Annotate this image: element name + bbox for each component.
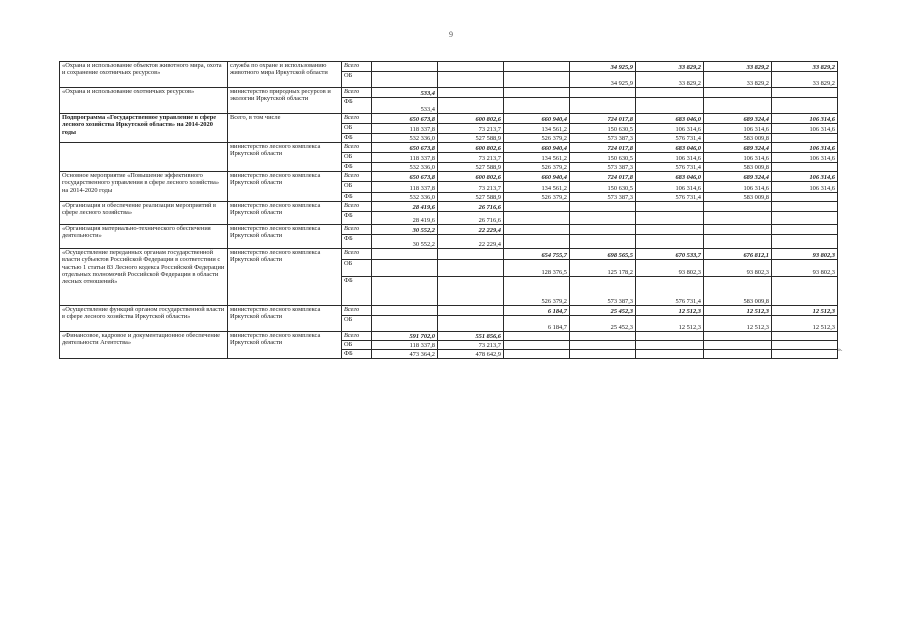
- amount-cell: 683 046,0: [636, 172, 704, 182]
- amount-cell: 73 213,7: [438, 341, 504, 350]
- executor-cell: служба по охране и использованию животного мира Иркутской области: [228, 62, 342, 88]
- amount-cell: 526 379,2: [504, 134, 570, 143]
- amount-cell: [772, 212, 838, 225]
- funding-source-cell: Всего: [342, 332, 372, 341]
- amount-cell: [438, 249, 504, 260]
- amount-cell: [772, 332, 838, 341]
- amount-cell: 660 940,4: [504, 114, 570, 124]
- amount-cell: 660 940,4: [504, 172, 570, 182]
- amount-cell: 600 802,6: [438, 114, 504, 124]
- funding-source-cell: Всего: [342, 143, 372, 153]
- budget-table-body: [60, 62, 838, 359]
- amount-cell: [704, 98, 772, 114]
- amount-cell: 106 314,6: [772, 114, 838, 124]
- amount-cell: [704, 225, 772, 235]
- amount-cell: 689 324,4: [704, 143, 772, 153]
- amount-cell: 28 419,6: [372, 212, 438, 225]
- amount-cell: 73 213,7: [438, 153, 504, 163]
- amount-cell: [372, 260, 438, 277]
- measure-name-cell: «Осуществление функций органом государственной власти в сфере лесного хозяйства Иркутской области»: [60, 306, 228, 332]
- funding-source-cell: Всего: [342, 172, 372, 182]
- executor-cell: Всего, в том числе: [228, 114, 342, 143]
- funding-source-cell: ОБ: [342, 341, 372, 350]
- amount-cell: 724 017,8: [570, 143, 636, 153]
- amount-cell: 93 802,3: [772, 249, 838, 260]
- amount-cell: 106 314,6: [636, 182, 704, 193]
- amount-cell: 573 387,3: [570, 163, 636, 172]
- amount-cell: 30 552,2: [372, 225, 438, 235]
- amount-cell: 33 829,2: [636, 72, 704, 88]
- amount-cell: 583 009,8: [704, 277, 772, 306]
- amount-cell: 12 512,3: [704, 306, 772, 316]
- amount-cell: 6 184,7: [504, 316, 570, 332]
- executor-cell: министерство лесного комплекса Иркутской области: [228, 225, 342, 249]
- amount-cell: 576 731,4: [636, 277, 704, 306]
- amount-cell: [570, 98, 636, 114]
- amount-cell: [438, 277, 504, 306]
- amount-cell: 12 512,3: [636, 306, 704, 316]
- amount-cell: 106 314,6: [772, 182, 838, 193]
- amount-cell: 12 512,3: [772, 306, 838, 316]
- amount-cell: [570, 235, 636, 249]
- amount-cell: [372, 316, 438, 332]
- amount-cell: 689 324,4: [704, 114, 772, 124]
- amount-cell: 134 561,2: [504, 182, 570, 193]
- amount-cell: [772, 134, 838, 143]
- amount-cell: [772, 341, 838, 350]
- amount-cell: 106 314,6: [772, 124, 838, 134]
- amount-cell: 12 512,3: [704, 316, 772, 332]
- amount-cell: [636, 332, 704, 341]
- amount-cell: [438, 98, 504, 114]
- amount-cell: [570, 212, 636, 225]
- amount-cell: 73 213,7: [438, 182, 504, 193]
- funding-source-cell: ФБ: [342, 98, 372, 114]
- table-row: [60, 249, 838, 260]
- funding-source-cell: ОБ: [342, 316, 372, 332]
- amount-cell: [570, 350, 636, 359]
- measure-name-cell: «Охрана и использование объектов животного мира, охота и сохранение охотничьих ресурсов»: [60, 62, 228, 88]
- table-row: [60, 225, 838, 235]
- amount-cell: 533,4: [372, 88, 438, 98]
- amount-cell: [704, 88, 772, 98]
- executor-cell: министерство лесного комплекса Иркутской области: [228, 202, 342, 225]
- amount-cell: 118 337,8: [372, 124, 438, 134]
- amount-cell: 478 642,9: [438, 350, 504, 359]
- amount-cell: 33 829,2: [704, 62, 772, 72]
- amount-cell: [504, 212, 570, 225]
- funding-source-cell: Всего: [342, 62, 372, 72]
- amount-cell: 28 419,6: [372, 202, 438, 212]
- amount-cell: [438, 72, 504, 88]
- amount-cell: [438, 316, 504, 332]
- amount-cell: 22 229,4: [438, 225, 504, 235]
- measure-name-cell: Подпрограмма «Государственное управление в сфере лесного хозяйства Иркутской области» на 2014-2020 годы: [60, 114, 228, 143]
- amount-cell: 33 829,2: [704, 72, 772, 88]
- amount-cell: 93 802,3: [772, 260, 838, 277]
- amount-cell: [772, 98, 838, 114]
- amount-cell: 26 716,6: [438, 212, 504, 225]
- funding-source-cell: Всего: [342, 225, 372, 235]
- amount-cell: [438, 62, 504, 72]
- amount-cell: [504, 350, 570, 359]
- amount-cell: 654 755,7: [504, 249, 570, 260]
- amount-cell: 118 337,8: [372, 182, 438, 193]
- amount-cell: 676 812,1: [704, 249, 772, 260]
- measure-name-cell: «Организация и обеспечение реализации мероприятий в сфере лесного хозяйства»: [60, 202, 228, 225]
- page-number: 9: [449, 30, 453, 39]
- amount-cell: [570, 225, 636, 235]
- funding-source-cell: ФБ: [342, 277, 372, 306]
- funding-source-cell: Всего: [342, 88, 372, 98]
- table-row: [60, 172, 838, 182]
- amount-cell: 134 561,2: [504, 124, 570, 134]
- amount-cell: 551 856,6: [438, 332, 504, 341]
- amount-cell: [372, 62, 438, 72]
- amount-cell: 106 314,6: [704, 182, 772, 193]
- amount-cell: 26 716,6: [438, 202, 504, 212]
- amount-cell: [704, 202, 772, 212]
- amount-cell: [772, 163, 838, 172]
- amount-cell: 106 314,6: [772, 153, 838, 163]
- funding-source-cell: ОБ: [342, 260, 372, 277]
- amount-cell: [372, 306, 438, 316]
- amount-cell: 33 829,2: [636, 62, 704, 72]
- amount-cell: [438, 306, 504, 316]
- amount-cell: 583 009,8: [704, 163, 772, 172]
- amount-cell: 128 376,5: [504, 260, 570, 277]
- amount-cell: [372, 249, 438, 260]
- amount-cell: 150 630,5: [570, 124, 636, 134]
- amount-cell: 33 829,2: [772, 72, 838, 88]
- amount-cell: [636, 88, 704, 98]
- amount-cell: [570, 202, 636, 212]
- funding-source-cell: ФБ: [342, 134, 372, 143]
- amount-cell: 532 336,0: [372, 193, 438, 202]
- amount-cell: [636, 98, 704, 114]
- amount-cell: 526 379,2: [504, 163, 570, 172]
- amount-cell: 73 213,7: [438, 124, 504, 134]
- measure-name-cell: «Охрана и использование охотничьих ресурсов»: [60, 88, 228, 114]
- amount-cell: 533,4: [372, 98, 438, 114]
- amount-cell: 526 379,2: [504, 277, 570, 306]
- table-row: [60, 202, 838, 212]
- amount-cell: 6 184,7: [504, 306, 570, 316]
- amount-cell: [372, 72, 438, 88]
- amount-cell: 473 364,2: [372, 350, 438, 359]
- budget-table: [59, 61, 838, 359]
- amount-cell: 576 731,4: [636, 134, 704, 143]
- amount-cell: 689 324,4: [704, 172, 772, 182]
- amount-cell: 25 452,3: [570, 316, 636, 332]
- executor-cell: министерство лесного комплекса Иркутской области: [228, 249, 342, 306]
- amount-cell: 12 512,3: [636, 316, 704, 332]
- amount-cell: 650 673,8: [372, 143, 438, 153]
- amount-cell: 650 673,8: [372, 114, 438, 124]
- amount-cell: 106 314,6: [704, 153, 772, 163]
- amount-cell: [704, 235, 772, 249]
- amount-cell: [772, 225, 838, 235]
- amount-cell: [504, 62, 570, 72]
- amount-cell: [772, 193, 838, 202]
- amount-cell: [570, 88, 636, 98]
- amount-cell: 25 452,3: [570, 306, 636, 316]
- table-row: [60, 88, 838, 98]
- executor-cell: министерство лесного комплекса Иркутской области: [228, 306, 342, 332]
- funding-source-cell: Всего: [342, 249, 372, 260]
- amount-cell: 527 588,9: [438, 134, 504, 143]
- amount-cell: 526 379,2: [504, 193, 570, 202]
- table-row: [60, 62, 838, 72]
- amount-cell: [504, 225, 570, 235]
- amount-cell: 106 314,6: [772, 172, 838, 182]
- amount-cell: 33 829,2: [772, 62, 838, 72]
- amount-cell: 724 017,8: [570, 114, 636, 124]
- amount-cell: [772, 350, 838, 359]
- funding-source-cell: ОБ: [342, 182, 372, 193]
- amount-cell: [704, 350, 772, 359]
- amount-cell: 600 802,6: [438, 143, 504, 153]
- executor-cell: министерство лесного комплекса Иркутской области: [228, 172, 342, 202]
- executor-cell: министерство природных ресурсов и экологии Иркутской области: [228, 88, 342, 114]
- amount-cell: 573 387,3: [570, 193, 636, 202]
- amount-cell: 683 046,0: [636, 114, 704, 124]
- amount-cell: [504, 88, 570, 98]
- amount-cell: [636, 225, 704, 235]
- amount-cell: 150 630,5: [570, 153, 636, 163]
- amount-cell: [438, 260, 504, 277]
- amount-cell: 583 009,8: [704, 193, 772, 202]
- funding-source-cell: ФБ: [342, 212, 372, 225]
- funding-source-cell: Всего: [342, 306, 372, 316]
- amount-cell: [570, 341, 636, 350]
- amount-cell: 150 630,5: [570, 182, 636, 193]
- amount-cell: 12 512,3: [772, 316, 838, 332]
- amount-cell: [636, 212, 704, 225]
- closing-quote-mark: ».: [838, 347, 843, 353]
- amount-cell: 573 387,3: [570, 134, 636, 143]
- amount-cell: 527 588,9: [438, 193, 504, 202]
- measure-name-cell: Основное мероприятие «Повышение эффективного государственного управления в сфере лесного хозяйства» на 2014-2020 годы: [60, 172, 228, 202]
- amount-cell: [772, 202, 838, 212]
- amount-cell: 670 533,7: [636, 249, 704, 260]
- amount-cell: 34 925,9: [570, 62, 636, 72]
- table-row: [60, 306, 838, 316]
- amount-cell: [704, 212, 772, 225]
- funding-source-cell: ОБ: [342, 72, 372, 88]
- amount-cell: [772, 235, 838, 249]
- table-row: [60, 332, 838, 341]
- amount-cell: 573 387,3: [570, 277, 636, 306]
- amount-cell: 106 314,6: [704, 124, 772, 134]
- amount-cell: [438, 88, 504, 98]
- funding-source-cell: ФБ: [342, 163, 372, 172]
- amount-cell: [704, 341, 772, 350]
- amount-cell: 118 337,8: [372, 341, 438, 350]
- amount-cell: [504, 98, 570, 114]
- table-row: [60, 114, 838, 124]
- amount-cell: [504, 235, 570, 249]
- amount-cell: [636, 341, 704, 350]
- amount-cell: 698 565,5: [570, 249, 636, 260]
- amount-cell: [570, 332, 636, 341]
- amount-cell: 34 925,9: [570, 72, 636, 88]
- table-row: [60, 143, 838, 153]
- funding-source-cell: ФБ: [342, 193, 372, 202]
- measure-name-cell: [60, 143, 228, 172]
- amount-cell: 118 337,8: [372, 153, 438, 163]
- amount-cell: [504, 202, 570, 212]
- amount-cell: [504, 72, 570, 88]
- amount-cell: 576 731,4: [636, 163, 704, 172]
- amount-cell: 683 046,0: [636, 143, 704, 153]
- amount-cell: 724 017,8: [570, 172, 636, 182]
- measure-name-cell: «Осуществление переданных органам государственной власти субъектов Российской Федерации в соответствии с частью 1 статьи 83 Лесного кодекса Российской Федерации отдельных полномочий Российской Федерации в области лесных отношений»: [60, 249, 228, 306]
- amount-cell: 93 802,3: [704, 260, 772, 277]
- funding-source-cell: ФБ: [342, 235, 372, 249]
- amount-cell: [772, 88, 838, 98]
- amount-cell: [372, 277, 438, 306]
- amount-cell: [504, 332, 570, 341]
- amount-cell: 125 178,2: [570, 260, 636, 277]
- amount-cell: 532 336,0: [372, 134, 438, 143]
- amount-cell: [636, 350, 704, 359]
- amount-cell: 600 802,6: [438, 172, 504, 182]
- measure-name-cell: «Финансовое, кадровое и документационное обеспечение деятельности Агентства»: [60, 332, 228, 359]
- funding-source-cell: ОБ: [342, 153, 372, 163]
- amount-cell: [704, 332, 772, 341]
- amount-cell: 583 009,8: [704, 134, 772, 143]
- amount-cell: 532 336,0: [372, 163, 438, 172]
- amount-cell: [636, 202, 704, 212]
- amount-cell: 660 940,4: [504, 143, 570, 153]
- amount-cell: [504, 341, 570, 350]
- amount-cell: 591 702,0: [372, 332, 438, 341]
- funding-source-cell: Всего: [342, 114, 372, 124]
- funding-source-cell: Всего: [342, 202, 372, 212]
- amount-cell: [772, 277, 838, 306]
- funding-source-cell: ОБ: [342, 124, 372, 134]
- amount-cell: 527 588,9: [438, 163, 504, 172]
- amount-cell: 93 802,3: [636, 260, 704, 277]
- funding-source-cell: ФБ: [342, 350, 372, 359]
- amount-cell: 106 314,6: [636, 124, 704, 134]
- amount-cell: 22 229,4: [438, 235, 504, 249]
- amount-cell: 576 731,4: [636, 193, 704, 202]
- amount-cell: 650 673,8: [372, 172, 438, 182]
- measure-name-cell: «Организация материально-технического обеспечения деятельности»: [60, 225, 228, 249]
- amount-cell: 30 552,2: [372, 235, 438, 249]
- amount-cell: [636, 235, 704, 249]
- executor-cell: министерство лесного комплекса Иркутской области: [228, 143, 342, 172]
- amount-cell: 134 561,2: [504, 153, 570, 163]
- executor-cell: министерство лесного комплекса Иркутской области: [228, 332, 342, 359]
- amount-cell: 106 314,6: [772, 143, 838, 153]
- amount-cell: 106 314,6: [636, 153, 704, 163]
